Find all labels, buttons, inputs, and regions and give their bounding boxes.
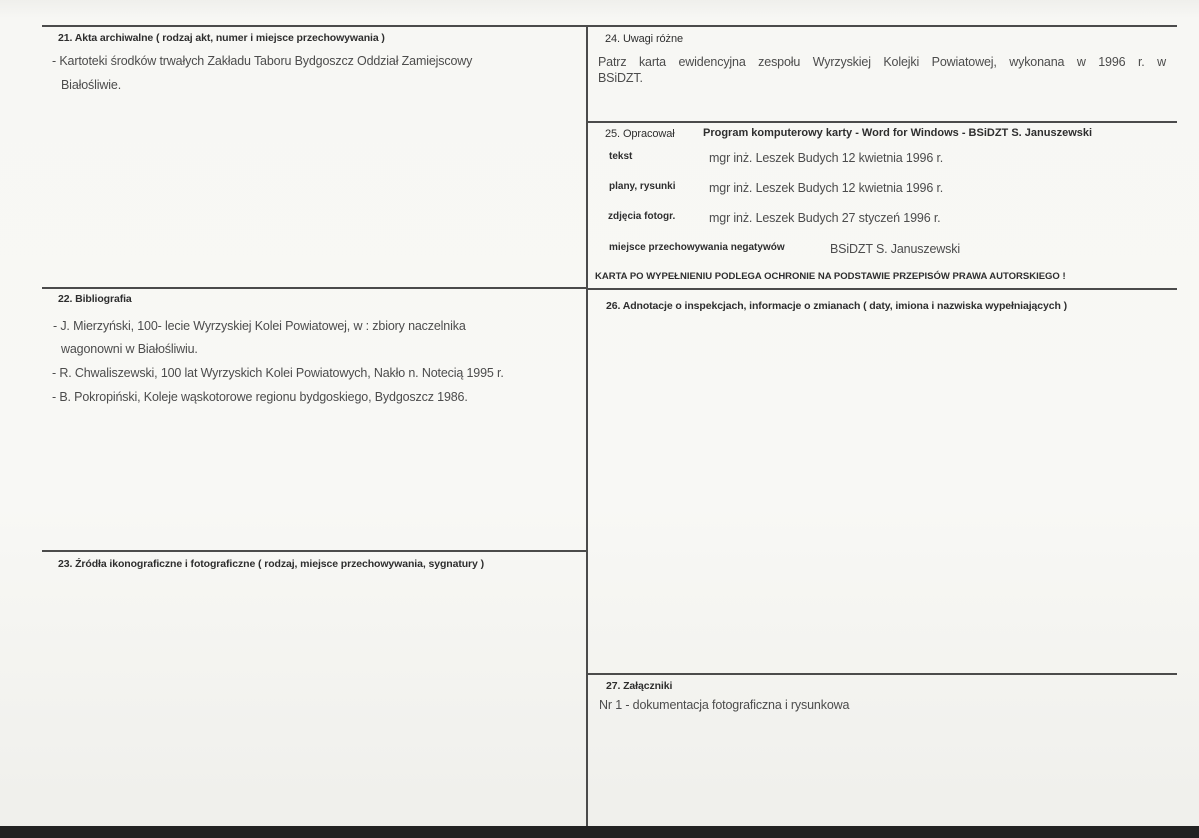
author-row-value-text: mgr inż. Leszek Budych 12 kwietnia 1996 r. <box>709 151 944 165</box>
section-25-label: 25. Opracował <box>605 128 675 140</box>
bibliography-item-1: - J. Mierzyński, 100- lecie Wyrzyskiej Kolei Powiatowej, w : zbiory naczelnika <box>53 319 466 333</box>
section-23-label: 23. Źródła ikonograficzne i fotograficzne ( rodzaj, miejsce przechowywania, sygnatury ) <box>58 558 484 570</box>
section-21-line-2: Białośliwie. <box>61 78 122 92</box>
section-21-label: 21. Akta archiwalne ( rodzaj akt, numer i miejsce przechowywania ) <box>58 32 385 44</box>
top-rule <box>42 25 1177 27</box>
section-22-label: 22. Bibliografia <box>58 293 132 305</box>
author-row-key-photos: zdjęcia fotogr. <box>608 211 676 222</box>
center-divider <box>586 25 588 826</box>
author-row-value-plans: mgr inż. Leszek Budych 12 kwietnia 1996 r. <box>709 181 944 195</box>
copyright-notice: KARTA PO WYPEŁNIENIU PODLEGA OCHRONIE NA PODSTAWIE PRZEPISÓW PRAWA AUTORSKIEGO ! <box>595 271 1066 282</box>
section-24-line-1: Patrz karta ewidencyjna zespołu Wyrzyskiej Kolejki Powiatowej, wykonana w 1996 r. w <box>598 55 1166 69</box>
section-24-line-2: BSiDZT. <box>598 71 643 85</box>
rule-left-23 <box>42 550 587 552</box>
bibliography-item-2: - R. Chwaliszewski, 100 lat Wyrzyskich Kolei Powiatowych, Nakło n. Notecią 1995 r. <box>52 366 504 380</box>
rule-right-25 <box>587 121 1177 123</box>
section-25-program: Program komputerowy karty - Word for Windows - BSiDZT S. Januszewski <box>703 127 1093 139</box>
section-26-label: 26. Adnotacje o inspekcjach, informacje o zmianach ( daty, imiona i nazwiska wypełniających ) <box>606 300 1068 312</box>
scan-bottom-edge <box>0 826 1199 838</box>
author-row-key-text: tekst <box>609 151 633 162</box>
section-27-line-1: Nr 1 - dokumentacja fotograficzna i rysunkowa <box>599 698 850 712</box>
section-24-label: 24. Uwagi różne <box>605 33 683 45</box>
rule-right-26 <box>587 288 1177 290</box>
author-row-value-negatives: BSiDZT S. Januszewski <box>830 242 960 256</box>
section-21-line-1: - Kartoteki środków trwałych Zakładu Taboru Bydgoszcz Oddział Zamiejscowy <box>52 54 473 68</box>
rule-right-27 <box>587 673 1177 675</box>
author-row-key-negatives: miejsce przechowywania negatywów <box>609 242 785 253</box>
rule-left-22 <box>42 287 587 289</box>
bibliography-item-3: - B. Pokropiński, Koleje wąskotorowe regionu bydgoskiego, Bydgoszcz 1986. <box>52 390 468 404</box>
bibliography-item-1-cont: wagonowni w Białośliwiu. <box>61 342 198 356</box>
author-row-key-plans: plany, rysunki <box>609 181 676 192</box>
section-27-label: 27. Załączniki <box>606 680 673 692</box>
author-row-value-photos: mgr inż. Leszek Budych 27 styczeń 1996 r. <box>709 211 941 225</box>
